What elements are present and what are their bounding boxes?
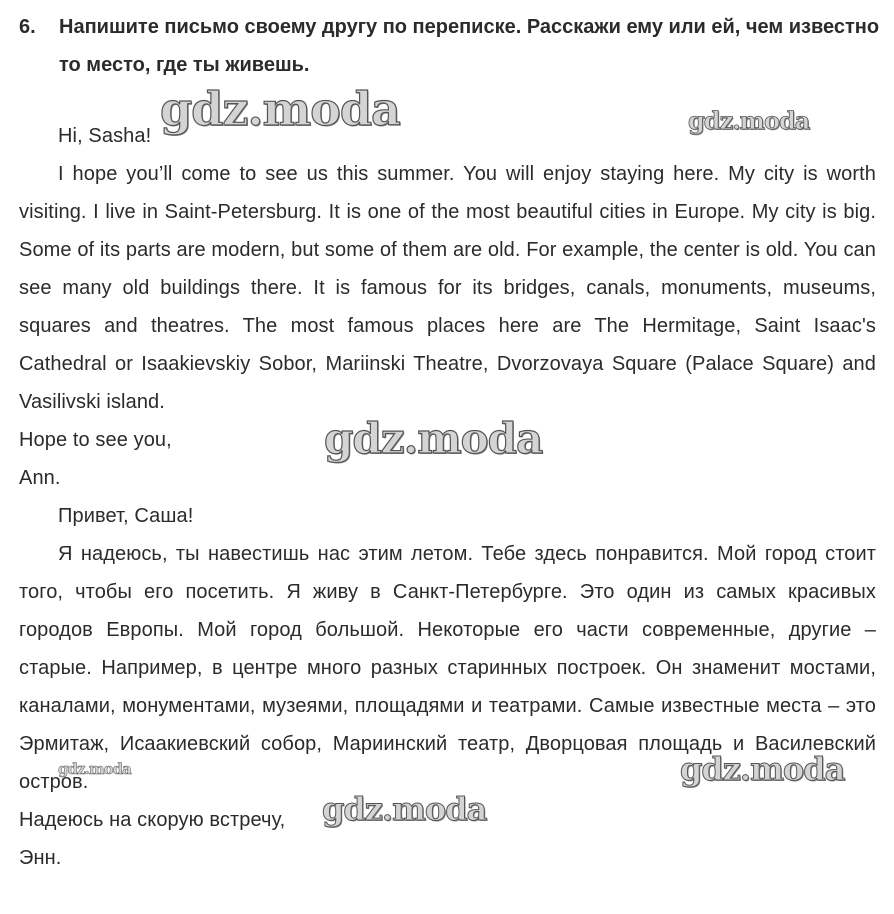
english-greeting: Hi, Sasha! [58, 125, 152, 147]
russian-greeting: Привет, Саша! [58, 505, 194, 527]
english-closing: Hope to see you, [19, 429, 172, 451]
russian-signature: Энн. [19, 847, 62, 869]
english-paragraph: I hope you’ll come to see us this summer. You will enjoy staying here. My city is worth visiting. I live in Saint-Petersburg. It is one of the most beautiful cities in Europe. My city is big. Some of its parts are modern, but some of them are old. For example, the center is old. You can see many old buildings there. It is famous for its bridges, canals, monuments, museums, squares and theatres. The most famous places here are The Hermitage, Saint Isaac's Cathedral or Isaakievskiy Sobor, Mariinski Theatre, Dvorzovaya Square (Palace Square) and Vasilivski island. [19, 163, 876, 413]
watermark-logo: gdz.moda [160, 82, 400, 136]
task-instruction: Напишите письмо своему другу по переписке. Расскажи ему или ей, чем известно то место, где ты живешь. [59, 16, 880, 76]
watermark-logo: gdz.moda [324, 414, 543, 463]
letters-body [19, 117, 876, 877]
task-number: 6. [19, 16, 36, 38]
watermark-logo: gdz.moda [322, 790, 487, 828]
russian-paragraph: Я надеюсь, ты навестишь нас этим летом. Тебе здесь понравится. Мой город стоит того, чтобы его посетить. Я живу в Санкт-Петербурге. Это один из самых красивых городов Европы. Мой город большой. Некоторые его части современные, другие – старые. Например, в центре много разных старинных построек. Он знаменит мостами, каналами, монументами, музеями, площадями и театрами. Самые известные места – это Эрмитаж, Исаакиевский собор, Мариинский театр, Дворцовая площадь и Василевский остров. [19, 543, 876, 793]
watermark-logo: gdz.moda [58, 760, 131, 778]
english-signature: Ann. [19, 467, 61, 489]
watermark-logo: gdz.moda [688, 106, 810, 135]
task-heading [19, 8, 881, 84]
watermark-logo: gdz.moda [680, 750, 845, 788]
russian-closing: Надеюсь на скорую встречу, [19, 809, 286, 831]
